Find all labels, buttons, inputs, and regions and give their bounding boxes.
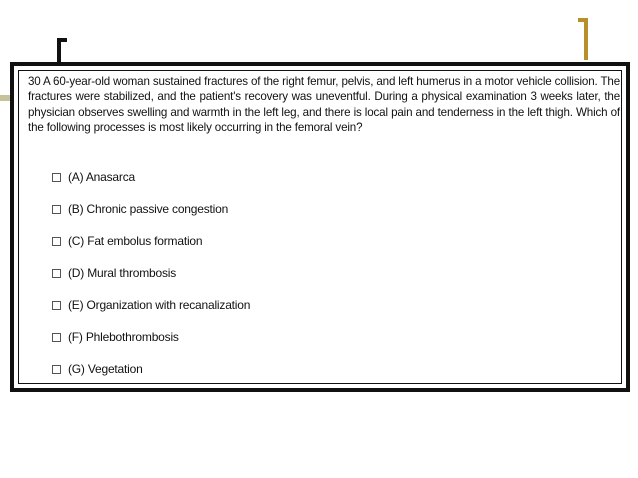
option-d[interactable] bbox=[52, 266, 250, 298]
checkbox-icon[interactable] bbox=[52, 301, 61, 310]
checkbox-icon[interactable] bbox=[52, 205, 61, 214]
option-e[interactable] bbox=[52, 298, 250, 330]
question-frame bbox=[10, 62, 630, 392]
option-c[interactable] bbox=[52, 234, 250, 266]
option-label: (E) Organization with recanalization bbox=[68, 298, 251, 312]
answer-options bbox=[52, 170, 250, 394]
option-g[interactable] bbox=[52, 362, 250, 394]
checkbox-icon[interactable] bbox=[52, 237, 61, 246]
corner-bracket-right bbox=[578, 18, 588, 60]
option-label: (C) Fat embolus formation bbox=[68, 234, 203, 248]
option-label: (F) Phlebothrombosis bbox=[68, 330, 179, 344]
checkbox-icon[interactable] bbox=[52, 365, 61, 374]
accent-bar bbox=[0, 95, 10, 101]
question-text: 30 A 60-year-old woman sustained fractures of the right femur, pelvis, and left humerus in a motor vehicle collision. The fractures were stabilized, and the patient's recovery was uneventful. During a physical examination 3 weeks later, the physician observes swelling and warmth in the left leg, and there is local pain and tenderness in the left thigh. Which of the following processes is most likely occurring in the femoral vein? bbox=[28, 75, 620, 135]
corner-bracket-left bbox=[57, 38, 67, 64]
option-label: (A) Anasarca bbox=[68, 170, 135, 184]
checkbox-icon[interactable] bbox=[52, 333, 61, 342]
option-label: (G) Vegetation bbox=[68, 362, 143, 376]
option-label: (D) Mural thrombosis bbox=[68, 266, 177, 280]
option-b[interactable] bbox=[52, 202, 250, 234]
checkbox-icon[interactable] bbox=[52, 269, 61, 278]
option-f[interactable] bbox=[52, 330, 250, 362]
checkbox-icon[interactable] bbox=[52, 173, 61, 182]
option-label: (B) Chronic passive congestion bbox=[68, 202, 229, 216]
option-a[interactable] bbox=[52, 170, 250, 202]
